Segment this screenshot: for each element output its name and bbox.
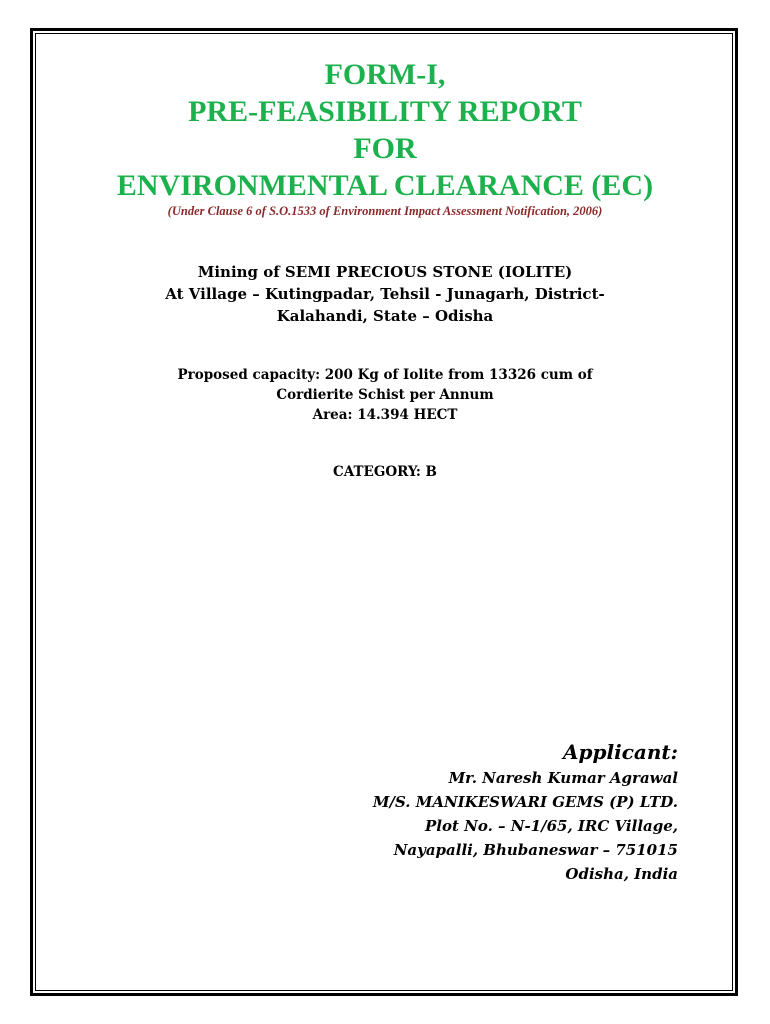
project-description xyxy=(40,261,730,327)
project-line-1: Mining of SEMI PRECIOUS STONE (IOLITE) xyxy=(197,263,573,281)
title-line-4: ENVIRONMENTAL CLEARANCE (EC) xyxy=(116,169,654,202)
applicant-block xyxy=(373,738,678,886)
applicant-address-3: Odisha, India xyxy=(565,865,678,883)
applicant-heading: Applicant: xyxy=(563,740,678,764)
title-line-2: PRE-FEASIBILITY REPORT xyxy=(188,95,582,128)
area-line: Area: 14.394 HECT xyxy=(312,407,458,423)
applicant-name: Mr. Naresh Kumar Agrawal xyxy=(448,769,678,787)
report-subtitle: (Under Clause 6 of S.O.1533 of Environment Impact Assessment Notification, 2006) xyxy=(167,204,603,218)
capacity-line-1: Proposed capacity: 200 Kg of Iolite from 13326 cum of xyxy=(177,367,593,383)
applicant-company: M/S. MANIKESWARI GEMS (P) LTD. xyxy=(372,793,678,811)
title-line-1: FORM-I, xyxy=(324,58,446,91)
title-line-3: FOR xyxy=(353,132,417,165)
capacity-block xyxy=(40,365,730,425)
report-title xyxy=(40,56,730,204)
applicant-address-1: Plot No. – N-1/65, IRC Village, xyxy=(424,817,678,835)
capacity-line-2: Cordierite Schist per Annum xyxy=(276,387,494,403)
subtitle-block xyxy=(40,204,730,219)
project-line-3: Kalahandi, State – Odisha xyxy=(276,307,494,325)
applicant-address-2: Nayapalli, Bhubaneswar – 751015 xyxy=(393,841,678,859)
category-label: CATEGORY: B xyxy=(333,464,437,480)
category-block xyxy=(40,462,730,482)
project-line-2: At Village – Kutingpadar, Tehsil - Junagarh, District- xyxy=(165,285,605,303)
